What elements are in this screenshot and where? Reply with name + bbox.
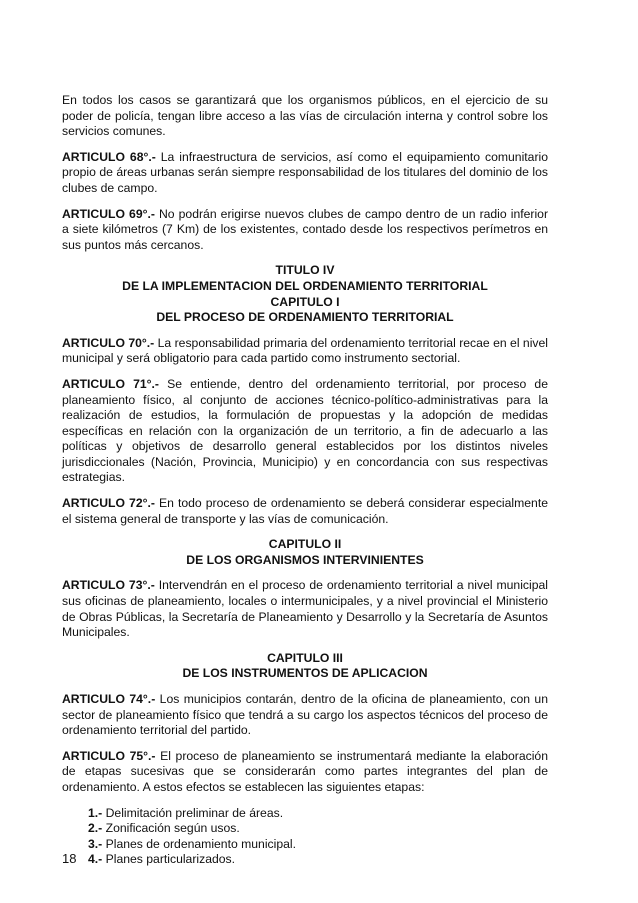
article-70 — [62, 336, 548, 367]
list-item — [88, 837, 548, 853]
capitulo-name: DE LOS ORGANISMOS INTERVINIENTES — [186, 552, 424, 567]
capitulo-label: CAPITULO III — [267, 650, 343, 665]
article-71 — [62, 377, 548, 486]
article-text: No podrán erigirse nuevos clubes de campo dentro de un radio inferior a siete kilómetros (7 Km) de los existentes, contado desde los respectivos perímetros en sus puntos más cercanos. — [62, 206, 548, 252]
list-text: Planes particularizados. — [102, 852, 236, 867]
titulo-iv-heading — [62, 263, 548, 325]
list-number: 1.- — [88, 805, 103, 820]
list-item — [88, 852, 548, 868]
article-73 — [62, 578, 548, 640]
article-75 — [62, 749, 548, 796]
article-text: En todo proceso de ordenamiento se deberá considerar especialmente el sistema general de transporte y las vías de comunicación. — [62, 496, 548, 526]
article-label: ARTICULO 73°.- — [62, 578, 155, 593]
list-text: Delimitación preliminar de áreas. — [102, 805, 284, 820]
capitulo-name: DEL PROCESO DE ORDENAMIENTO TERRITORIAL — [156, 310, 454, 325]
article-text: Intervendrán en el proceso de ordenamiento territorial a nivel municipal sus oficinas de planeamiento, locales o intermunicipales, y a nivel provincial el Ministerio de Obras Públicas, la Secretaría de Planeamiento y Desarrollo y la Secretaría de Asuntos Municipales. — [62, 578, 548, 640]
list-text: Zonificación según usos. — [102, 821, 240, 836]
article-68 — [62, 150, 548, 197]
document-page — [62, 93, 548, 868]
article-72 — [62, 496, 548, 527]
list-text: Planes de ordenamiento municipal. — [102, 836, 296, 851]
list-number: 3.- — [88, 836, 103, 851]
intro-paragraph: En todos los casos se garantizará que los organismos públicos, en el ejercicio de su poder de policía, tengan libre acceso a las vías de circulación interna y control sobre los servicios comunes. — [62, 93, 548, 139]
article-text: La responsabilidad primaria del ordenamiento territorial recae en el nivel municipal y será obligatorio para cada partido como instrumento sectorial. — [62, 335, 548, 366]
titulo-name: DE LA IMPLEMENTACION DEL ORDENAMIENTO TERRITORIAL — [122, 278, 488, 293]
article-label: ARTICULO 68°.- — [62, 149, 156, 164]
article-label: ARTICULO 70°.- — [62, 335, 155, 350]
capitulo-name: DE LOS INSTRUMENTOS DE APLICACION — [182, 666, 428, 681]
capitulo-ii-heading — [62, 537, 548, 568]
list-number: 4.- — [88, 852, 103, 867]
capitulo-label: CAPITULO II — [268, 537, 342, 552]
list-number: 2.- — [88, 821, 103, 836]
article-text: Los municipios contarán, dentro de la oficina de planeamiento, con un sector de planeamiento físico que tendrá a su cargo los aspectos técnicos del proceso de ordenamiento territorial del partido. — [62, 692, 548, 738]
capitulo-iii-heading — [62, 651, 548, 682]
article-69 — [62, 207, 548, 254]
list-item — [88, 821, 548, 837]
etapas-list — [88, 806, 548, 868]
titulo-label: TITULO IV — [275, 263, 335, 278]
article-label: ARTICULO 72°.- — [62, 496, 155, 511]
article-label: ARTICULO 71°.- — [62, 376, 159, 391]
article-text: Se entiende, dentro del ordenamiento territorial, por proceso de planeamiento físico, al conjunto de acciones técnico-político-administrativas para la realización de estudios, la formulación de propuestas y la adopción de medidas específicas en relación con la organización de un territorio, a fin de adecuarlo a las políticas y objetivos de desarrollo general establecidos por los distintos niveles jurisdiccionales (Nación, Provincia, Municipio) y en concordancia con sus respectivas estrategias. — [62, 376, 548, 485]
page-number: 18 — [62, 851, 77, 866]
article-text: La infraestructura de servicios, así como el equipamiento comunitario propio de áreas urbanas serán siempre responsabilidad de los titulares del dominio de los clubes de campo. — [62, 149, 548, 195]
list-item — [88, 806, 548, 822]
article-label: ARTICULO 69°.- — [62, 206, 155, 221]
article-74 — [62, 692, 548, 739]
article-text: El proceso de planeamiento se instrumentará mediante la elaboración de etapas sucesivas que se considerarán como partes integrantes del plan de ordenamiento. A estos efectos se establecen las siguientes etapas: — [62, 748, 548, 794]
capitulo-label: CAPITULO I — [270, 294, 340, 309]
article-label: ARTICULO 74°.- — [62, 692, 156, 706]
article-label: ARTICULO 75°.- — [62, 748, 156, 763]
